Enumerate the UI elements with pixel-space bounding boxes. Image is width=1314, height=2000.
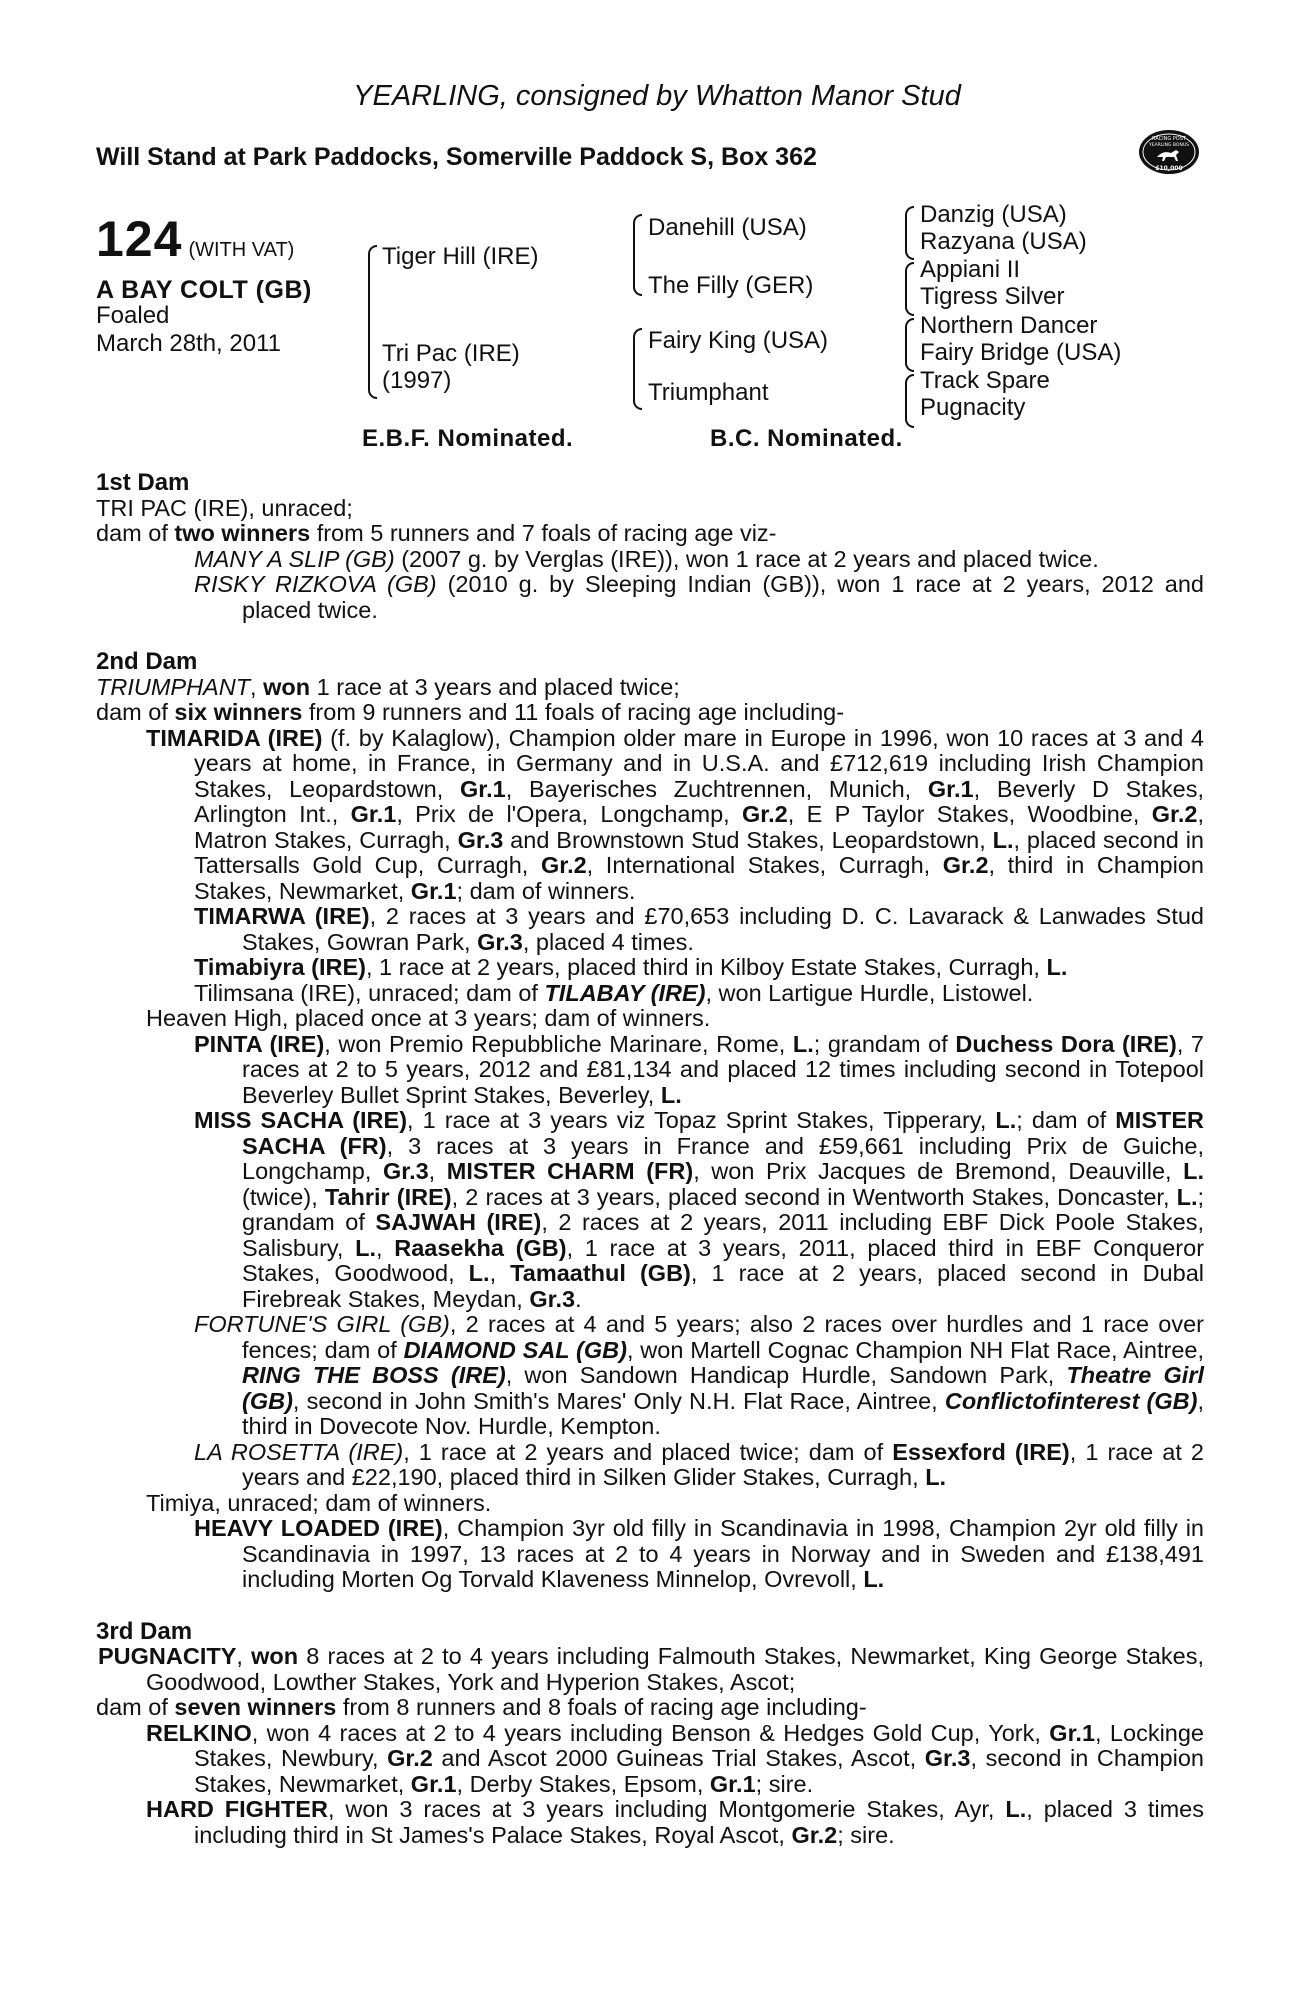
pedigree-g3: Appiani II — [920, 256, 1021, 283]
produce-entry: RISKY RIZKOVA (GB) (2010 g. by Sleeping Indian (GB)), won 1 race at 2 years, 2012 and placed twice. — [194, 571, 1204, 623]
g-brace-2 — [905, 262, 914, 316]
page-header: YEARLING, consigned by Whatton Manor Stud — [353, 80, 961, 112]
pedigree-g1: Danzig (USA) — [920, 201, 1067, 228]
produce-entry: Tilimsana (IRE), unraced; dam of TILABAY (IRE), won Lartigue Hurdle, Listowel. — [194, 979, 1034, 1006]
first-dam-heading: 1st Dam — [96, 469, 190, 496]
g-brace-3 — [905, 318, 914, 372]
produce-entry: Timabiyra (IRE), 1 race at 2 years, placed third in Kilboy Estate Stakes, Curragh, L. — [194, 954, 1068, 980]
produce-entry: LA ROSETTA (IRE), 1 race at 2 years and placed twice; dam of Essexford (IRE), 1 race at 2 years and £22,190, placed third in Silken Glider Stakes, Curragh, L. — [194, 1438, 1204, 1490]
first-dam-produce: dam of two winners from 5 runners and 7 foals of racing age viz- — [96, 520, 777, 546]
third-dam-heading: 3rd Dam — [96, 1617, 193, 1645]
pedigree-sire: Tiger Hill (IRE) — [382, 243, 539, 270]
svg-text:RACING POST: RACING POST — [1152, 136, 1186, 142]
pedigree-dam-year: (1997) — [382, 367, 452, 394]
sire-line-brace — [633, 214, 642, 296]
yearling-bonus-badge-icon — [1137, 126, 1201, 178]
svg-text:YEARLING BONUS: YEARLING BONUS — [1149, 143, 1189, 148]
svg-text:£10,000: £10,000 — [1155, 165, 1183, 172]
ebf-nominated: E.B.F. Nominated. — [362, 425, 574, 452]
produce-entry: FORTUNE'S GIRL (GB), 2 races at 4 and 5 years; also 2 races over hurdles and 1 race over fences; dam of DIAMOND SAL (GB), won Martell Cognac Champion NH Flat Race, Aintree, RING THE BOSS (IRE), won Sandown Handicap Hurdle, Sandown Park, Theatre Girl (GB), second in John Smith's Mares' Only N.H. Flat Race, Aintree, Conflictofinterest (GB), third in Dovecote Nov. Hurdle, Kempton. — [194, 1311, 1204, 1439]
stand-location: Will Stand at Park Paddocks, Somerville Paddock S, Box 362 — [96, 143, 817, 171]
pedigree-g7: Track Spare — [920, 367, 1050, 394]
produce-entry: MISS SACHA (IRE), 1 race at 3 years viz Topaz Sprint Stakes, Tipperary, L.; dam of MISTER SACHA (FR), 3 races at 3 years in France and £59,661 including Prix de Guiche, Longchamp, Gr.3, MISTER CHARM (FR), won Prix Jacques de Bremond, Deauville, L. (twice), Tahrir (IRE), 2 races at 3 years, placed second in Wentworth Stakes, Doncaster, L.; grandam of SAJWAH (IRE), 2 races at 2 years, 2011 including EBF Dick Poole Stakes, Salisbury, L., Raasekha (GB), 1 race at 3 years, 2011, placed third in EBF Conqueror Stakes, Goodwood, L., Tamaathul (GB), 1 race at 2 years, placed second in Dubal Firebreak Stakes, Meydan, Gr.3. — [194, 1107, 1205, 1312]
second-dam-summary: TRIUMPHANT, won 1 race at 3 years and placed twice; — [96, 673, 680, 700]
pedigree-g5: Northern Dancer — [920, 312, 1098, 339]
second-dam-heading: 2nd Dam — [96, 648, 198, 675]
produce-entry: HARD FIGHTER, won 3 races at 3 years including Montgomerie Stakes, Ayr, L., placed 3 times including third in St James's Palace Stakes, Royal Ascot, Gr.2; sire. — [146, 1796, 1204, 1848]
pedigree-g8: Pugnacity — [920, 394, 1026, 421]
produce-entry: TIMARWA (IRE), 2 races at 3 years and £70,653 including D. C. Lavarack & Lanwades Stud Stakes, Gowran Park, Gr.3, placed 4 times. — [194, 903, 1204, 955]
horse-name: A BAY COLT (GB) — [96, 276, 312, 304]
produce-entry: PINTA (IRE), won Premio Repubbliche Marinare, Rome, L.; grandam of Duchess Dora (IRE), 7 races at 2 to 5 years, 2012 and £81,134 and placed 12 times including second in Totepool Beverley Bullet Sprint Stakes, Beverley, L. — [194, 1030, 1204, 1108]
vat-note: (WITH VAT) — [188, 239, 295, 261]
lot-number: 124 — [96, 211, 183, 267]
produce-entry: Heaven High, placed once at 3 years; dam of winners. — [146, 1005, 711, 1031]
lot-number-block — [96, 210, 294, 268]
second-dam-produce: dam of six winners from 9 runners and 11 foals of racing age including- — [96, 699, 845, 725]
dam-line-brace — [633, 328, 642, 410]
pedigree-g2: Razyana (USA) — [920, 228, 1087, 255]
produce-entry: HEAVY LOADED (IRE), Champion 3yr old filly in Scandinavia in 1998, Champion 2yr old filly in Scandinavia in 1997, 13 races at 2 to 4 years in Norway and in Sweden and £138,491 including Morten Og Torvald Klaveness Minnelop, Ovrevoll, L. — [194, 1515, 1204, 1592]
pedigree-dam: Tri Pac (IRE) — [382, 340, 520, 367]
pedigree-sire-dam: The Filly (GER) — [648, 272, 814, 299]
pedigree-g6: Fairy Bridge (USA) — [920, 339, 1122, 366]
pedigree-g4: Tigress Silver — [920, 283, 1065, 310]
produce-entry: TIMARIDA (IRE) (f. by Kalaglow), Champion older mare in Europe in 1996, won 10 races at 3 and 4 years at home, in France, in Germany and in U.S.A. and £712,619 including Irish Champion Stakes, Leopardstown, Gr.1, Bayerisches Zuchtrennen, Munich, Gr.1, Beverly D Stakes, Arlington Int., Gr.1, Prix de l'Opera, Longchamp, Gr.2, E P Taylor Stakes, Woodbine, Gr.2, Matron Stakes, Curragh, Gr.3 and Brownstown Stud Stakes, Leopardstown, L., placed second in Tattersalls Gold Cup, Curragh, Gr.2, International Stakes, Curragh, Gr.2, third in Champion Stakes, Newmarket, Gr.1; dam of winners. — [146, 724, 1205, 904]
produce-entry: RELKINO, won 4 races at 2 to 4 years including Benson & Hedges Gold Cup, York, Gr.1, Lockinge Stakes, Newbury, Gr.2 and Ascot 2000 Guineas Trial Stakes, Ascot, Gr.3, second in Champion Stakes, Newmarket, Gr.1, Derby Stakes, Epsom, Gr.1; sire. — [146, 1719, 1204, 1797]
foaled-date: March 28th, 2011 — [96, 330, 282, 357]
sire-dam-brace — [368, 245, 377, 399]
pedigree-dam-dam: Triumphant — [648, 379, 769, 406]
produce-entry: Timiya, unraced; dam of winners. — [146, 1489, 492, 1516]
pedigree-sire-sire: Danehill (USA) — [648, 214, 807, 241]
pedigree-dam-sire: Fairy King (USA) — [648, 327, 829, 354]
third-dam-summary: PUGNACITY, won 8 races at 2 to 4 years including Falmouth Stakes, Newmarket, King George Stakes, Goodwood, Lowther Stakes, York and Hyperion Stakes, Ascot; — [98, 1643, 1205, 1695]
catalogue-body — [96, 470, 1204, 1848]
g-brace-1 — [905, 206, 914, 260]
bc-nominated: B.C. Nominated. — [710, 425, 903, 452]
foaled-label: Foaled — [96, 302, 170, 329]
third-dam-produce: dam of seven winners from 8 runners and 8 foals of racing age including- — [96, 1694, 867, 1720]
first-dam-summary: TRI PAC (IRE), unraced; — [96, 494, 353, 521]
produce-entry: MANY A SLIP (GB) (2007 g. by Verglas (IRE)), won 1 race at 2 years and placed twice. — [194, 545, 1099, 572]
g-brace-4 — [905, 374, 914, 428]
